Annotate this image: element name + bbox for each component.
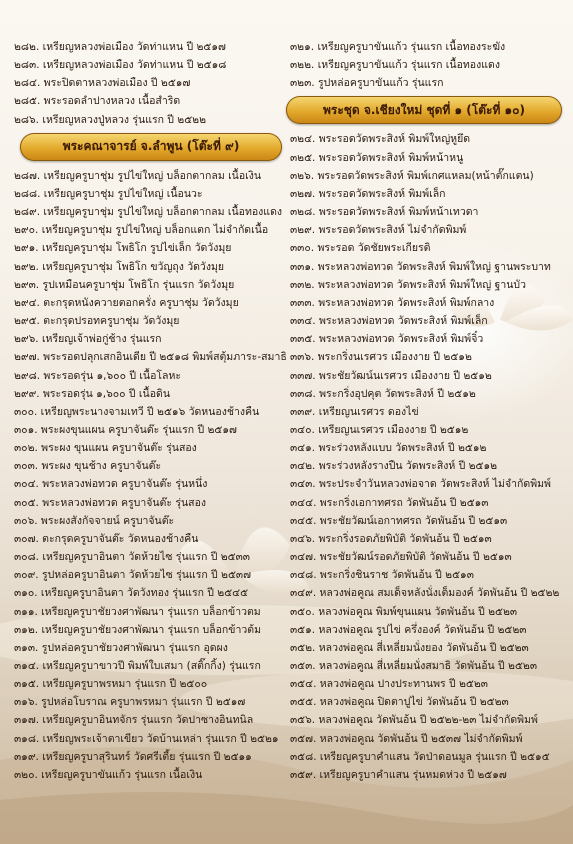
list-item: ๓๔๔. พระกริ่งเอกาทศรถ วัดพันอ้น ปี ๒๕๑๓ bbox=[290, 496, 489, 509]
list-item: ๓๐๓. พระผง ขุนช้าง ครูบาจันต๊ะ bbox=[14, 460, 162, 473]
list-item: ๓๕๕. หลวงพ่อคูณ ปิดตาปูไข่ วัดพันอ้น ปี ๒๕๒๓ bbox=[290, 696, 509, 709]
list-item: ๓๒๖. พระรอดวัดพระสิงห์ พิมพ์เกศแหลม(หน้าตั๊กแตน) bbox=[290, 169, 534, 182]
list-item: ๓๔๖. พระกริ่งรอดภัยพิบัติ วัดพันอ้น ปี ๒๕๑๓ bbox=[290, 532, 492, 545]
list-item: ๒๘๗. เหรียญครูบาชุ่ม รูปไข่ใหญ่ บล็อกตากลม เนื้อเงิน bbox=[14, 169, 262, 182]
right-list-top bbox=[290, 38, 568, 92]
list-item: ๓๒๗. พระรอดวัดพระสิงห์ พิมพ์เล็ก bbox=[290, 187, 446, 200]
list-item: ๓๑๕. เหรียญครูบาพรหมา รุ่นแรก ปี ๒๕๐๐ bbox=[14, 678, 208, 691]
list-item: ๓๔๙. หลวงพ่อคูณ สมเด็จหลังนั่งเต็มองค์ วัดพันอ้น ปี ๒๕๒๒ bbox=[290, 587, 560, 600]
list-item: ๒๘๙. เหรียญครูบาชุ่ม รูปไข่ใหญ่ บล็อกตากลม เนื้อทองแดง bbox=[14, 206, 283, 219]
list-item: ๓๒๒. เหรียญครูบาขันแก้ว รุ่นแรก เนื้อทองแดง bbox=[290, 59, 500, 72]
list-item: ๓๑๒. เหรียญครูบาชัยวงศาพัฒนา รุ่นแรก บล็อกข้าวต้ม bbox=[14, 623, 261, 636]
list-item: ๒๙๑. เหรียญครูบาชุ่ม โพธิโก รูปไข่เล็ก วัดวังมุย bbox=[14, 242, 232, 255]
section-header-label: พระชุด จ.เชียงใหม่ ชุดที่ ๑ (โต๊ะที่ ๑๐) bbox=[322, 102, 525, 117]
list-item: ๓๓๖. พระกริ่งนเรศวร เมืองงาย ปี ๒๕๑๒ bbox=[290, 351, 472, 364]
list-item: ๓๓๗. พระชัยวัฒน์นเรศวร เมืองงาย ปี ๒๕๑๒ bbox=[290, 369, 492, 382]
list-item: ๒๙๓. รูปเหมือนครูบาชุ่ม โพธิโก รุ่นแรก วัดวังมุย bbox=[14, 278, 235, 291]
list-item: ๓๒๘. พระรอดวัดพระสิงห์ พิมพ์หน้าเทวดา bbox=[290, 206, 479, 219]
left-list-top bbox=[14, 38, 290, 129]
list-item: ๒๘๖. เหรียญหลวงปู่หลวง รุ่นแรก ปี ๒๕๒๒ bbox=[14, 113, 207, 126]
list-item: ๓๑๑. เหรียญครูบาชัยวงศาพัฒนา รุ่นแรก บล็อกข้าวตม bbox=[14, 605, 261, 618]
list-item: ๓๒๐. เหรียญครูบาขันแก้ว รุ่นแรก เนื้อเงิน bbox=[14, 768, 203, 781]
list-item: ๓๔๓. พระประจำวันหลวงพ่อจาด วัดพระสิงห์ ไม่จำกัดพิมพ์ bbox=[290, 478, 551, 491]
list-item: ๒๙๖. เหรียญเจ้าพ่อกู่ช้าง รุ่นแรก bbox=[14, 333, 162, 346]
list-item: ๒๘๓. เหรียญหลวงพ่อเมือง วัดท่าแหน ปี ๒๕๑๘ bbox=[14, 59, 227, 72]
list-item: ๒๙๔. ตะกรุดหนังควายตอกครั่ง ครูบาชุ่ม วัดวังมุย bbox=[14, 296, 239, 309]
list-item: ๓๕๙. เหรียญครูบาคำแสน รุ่นหมดห่วง ปี ๒๕๑๗ bbox=[290, 768, 507, 781]
section-header-lamphun bbox=[20, 133, 282, 161]
left-list-bottom bbox=[14, 167, 290, 784]
list-item: ๓๐๙. รูปหล่อครูบาอินตา วัดห้วยไซ รุ่นแรก ปี ๒๕๓๗ bbox=[14, 569, 251, 582]
list-item: ๓๑๙. เหรียญครูบาสุรินทร์ วัดศรีเตี้ย รุ่นแรก ปี ๒๕๑๑ bbox=[14, 750, 252, 763]
list-item: ๓๑๘. เหรียญพระเจ้าตาเขียว วัดบ้านเหล่า รุ่นแรก ปี ๒๕๒๑ bbox=[14, 732, 279, 745]
list-item: ๒๙๒. เหรียญครูบาชุ่ม โพธิโก ขวัญถุง วัดวังมุย bbox=[14, 260, 225, 273]
list-item: ๒๙๕. ตะกรุดปรอทครูบาชุ่ม วัดวังมุย bbox=[14, 315, 180, 328]
list-item: ๒๘๒. เหรียญหลวงพ่อเมือง วัดท่าแหน ปี ๒๕๑๗ bbox=[14, 41, 226, 53]
list-item: ๒๘๔. พระปิดตาหลวงพ่อเมือง ปี ๒๕๑๗ bbox=[14, 77, 191, 90]
list-item: ๓๔๒. พระร่วงหลังรางปืน วัดพระสิงห์ ปี ๒๕๑๒ bbox=[290, 460, 498, 473]
list-item: ๓๕๖. หลวงพ่อคูณ วัดพันอ้น ปี ๒๕๒๒-๒๓ ไม่จำกัดพิมพ์ bbox=[290, 714, 538, 727]
section-header-label: พระคณาจารย์ จ.ลำพูน (โต๊ะที่ ๙) bbox=[62, 139, 240, 154]
list-item: ๓๓๕. พระหลวงพ่อทวด วัดพระสิงห์ พิมพ์จิ๋ว bbox=[290, 333, 484, 346]
list-item: ๓๐๑. พระผงขุนแผน ครูบาจันต๊ะ รุ่นแรก ปี ๒๕๑๗ bbox=[14, 423, 237, 436]
list-item: ๒๙๐. เหรียญครูบาชุ่ม รูปไข่ใหญ่ บล็อกแตก ไม่จำกัดเนื้อ bbox=[14, 224, 269, 237]
list-item: ๓๔๘. พระกริ่งชินราช วัดพันอ้น ปี ๒๕๑๓ bbox=[290, 569, 474, 582]
list-item: ๒๙๗. พระรอดปลุกเสกอินเดีย ปี ๒๕๑๘ พิมพ์สตุ้มภาระ-สมาธิ bbox=[14, 351, 287, 364]
list-item: ๓๑๖. รูปหล่อโบราณ ครูบาพรหมา รุ่นแรก ปี ๒๕๑๗ bbox=[14, 696, 246, 709]
list-item: ๓๒๑. เหรียญครูบาขันแก้ว รุ่นแรก เนื้อทองระฆัง bbox=[290, 41, 506, 53]
list-item: ๒๘๘. เหรียญครูบาชุ่ม รูปไข่ใหญ่ เนื้อนวะ bbox=[14, 187, 203, 200]
section-header-chiangmai bbox=[286, 96, 562, 124]
list-item: ๓๐๕. พระหลวงพ่อทวด ครูบาจันต๊ะ รุ่นสอง bbox=[14, 496, 206, 509]
list-item: ๓๒๕. พระรอดวัดพระสิงห์ พิมพ์หน้าหนู bbox=[290, 151, 464, 164]
list-item: ๓๐๔. พระหลวงพ่อทวด ครูบาจันต๊ะ รุ่นหนึ่ง bbox=[14, 478, 208, 491]
list-item: ๓๐๘. เหรียญครูบาอินตา วัดห้วยไซ รุ่นแรก ปี ๒๕๓๓ bbox=[14, 551, 250, 564]
list-item: ๓๐๗. ตะกรุดครูบาจันต๊ะ วัดหนองช้างคืน bbox=[14, 532, 199, 545]
list-item: ๓๕๑. หลวงพ่อคูณ รูปไข่ ครึ่งองค์ วัดพันอ้น ปี ๒๕๒๓ bbox=[290, 623, 527, 636]
list-item: ๓๓๓. พระหลวงพ่อทวด วัดพระสิงห์ พิมพ์กลาง bbox=[290, 296, 495, 309]
list-item: ๓๑๔. เหรียญครูบาขาวปี พิมพ์ใบเสมา (สติ๊กกิ้ง) รุ่นแรก bbox=[14, 660, 261, 672]
list-item: ๓๕๘. เหรียญครูบาคำแสน วัดป่าดอนมูล รุ่นแรก ปี ๒๕๑๕ bbox=[290, 750, 550, 763]
list-item: ๓๕๗. หลวงพ่อคูณ วัดพันอ้น ปี ๒๕๓๗ ไม่จำกัดพิมพ์ bbox=[290, 732, 523, 745]
list-item: ๓๓๐. พระรอด วัดชัยพระเกียรติ bbox=[290, 242, 431, 255]
left-column bbox=[14, 38, 290, 784]
list-item: ๓๒๔. พระรอดวัดพระสิงห์ พิมพ์ใหญ่หูยึด bbox=[290, 133, 471, 146]
list-item: ๓๔๑. พระร่วงหลังแบบ วัดพระสิงห์ ปี ๒๕๑๒ bbox=[290, 442, 487, 455]
list-item: ๓๕๓. หลวงพ่อคูณ สี่เหลี่ยมนั่งสมาธิ วัดพันอ้น ปี ๒๕๒๓ bbox=[290, 660, 537, 672]
list-item: ๓๑๓. รูปหล่อครูบาชัยวงศาพัฒนา รุ่นแรก อุดผง bbox=[14, 641, 228, 654]
list-item: ๓๐๒. พระผง ขุนแผน ครูบาจันต๊ะ รุ่นสอง bbox=[14, 442, 197, 455]
list-item: ๓๓๔. พระหลวงพ่อทวด วัดพระสิงห์ พิมพ์เล็ก bbox=[290, 315, 488, 328]
list-item: ๓๐๖. พระผงสังกัจจายน์ ครูบาจันต๊ะ bbox=[14, 514, 175, 527]
list-item: ๓๓๘. พระกริ่งอุปคุต วัดพระสิงห์ ปี ๒๕๑๒ bbox=[290, 387, 476, 400]
right-list-bottom bbox=[290, 130, 568, 784]
list-item: ๒๙๘. พระรอดรุ่น ๑,๖๐๐ ปี เนื้อโลหะ bbox=[14, 369, 182, 382]
list-item: ๓๓๙. เหรียญนเรศวร ดองไข่ bbox=[290, 405, 419, 418]
list-item: ๓๐๐. เหรียญพระนางจามเทวี ปี ๒๕๑๖ วัดหนองช้างคืน bbox=[14, 405, 260, 418]
list-item: ๓๑๗. เหรียญครูบาอินทจักร รุ่นแรก วัดปาซางอินทนิล bbox=[14, 714, 254, 727]
list-item: ๒๘๕. พระรอดลำปางหลวง เนื้อสำริด bbox=[14, 95, 181, 108]
list-item: ๓๓๒. พระหลวงพ่อทวด วัดพระสิงห์ พิมพ์ใหญ่ ฐานบัว bbox=[290, 278, 526, 291]
list-item: ๓๑๐. เหรียญครูบาอินตา วัดวังทอง รุ่นแรก ปี ๒๕๔๕ bbox=[14, 587, 249, 600]
list-item: ๓๔๐. เหรียญนเรศวร เมืองงาย ปี ๒๕๑๒ bbox=[290, 423, 469, 436]
list-item: ๓๒๓. รูปหล่อครูบาขันแก้ว รุ่นแรก bbox=[290, 77, 444, 90]
list-item: ๒๙๙. พระรอดรุ่น ๑,๖๐๐ ปี เนื้อดิน bbox=[14, 387, 170, 400]
list-item: ๓๔๗. พระชัยวัฒน์รอดภัยพิบัติ วัดพันอ้น ปี ๒๕๑๓ bbox=[290, 551, 512, 564]
list-item: ๓๒๙. พระรอดวัดพระสิงห์ ไม่จำกัดพิมพ์ bbox=[290, 224, 467, 237]
list-item: ๓๕๒. หลวงพ่อคูณ สี่เหลี่ยมนั่งยอง วัดพันอ้น ปี ๒๕๒๓ bbox=[290, 641, 529, 654]
right-column bbox=[290, 38, 568, 784]
list-item: ๓๓๑. พระหลวงพ่อทวด วัดพระสิงห์ พิมพ์ใหญ่ ฐานพระบาท bbox=[290, 260, 551, 273]
list-item: ๓๔๕. พระชัยวัฒน์เอกาทศรถ วัดพันอ้น ปี ๒๕๑๓ bbox=[290, 514, 508, 527]
list-item: ๓๕๐. หลวงพ่อคูณ พิมพ์ขุนแผน วัดพันอ้น ปี ๒๕๒๓ bbox=[290, 605, 518, 618]
list-item: ๓๕๔. หลวงพ่อคูณ ปางประทานพร ปี ๒๕๒๓ bbox=[290, 678, 488, 691]
